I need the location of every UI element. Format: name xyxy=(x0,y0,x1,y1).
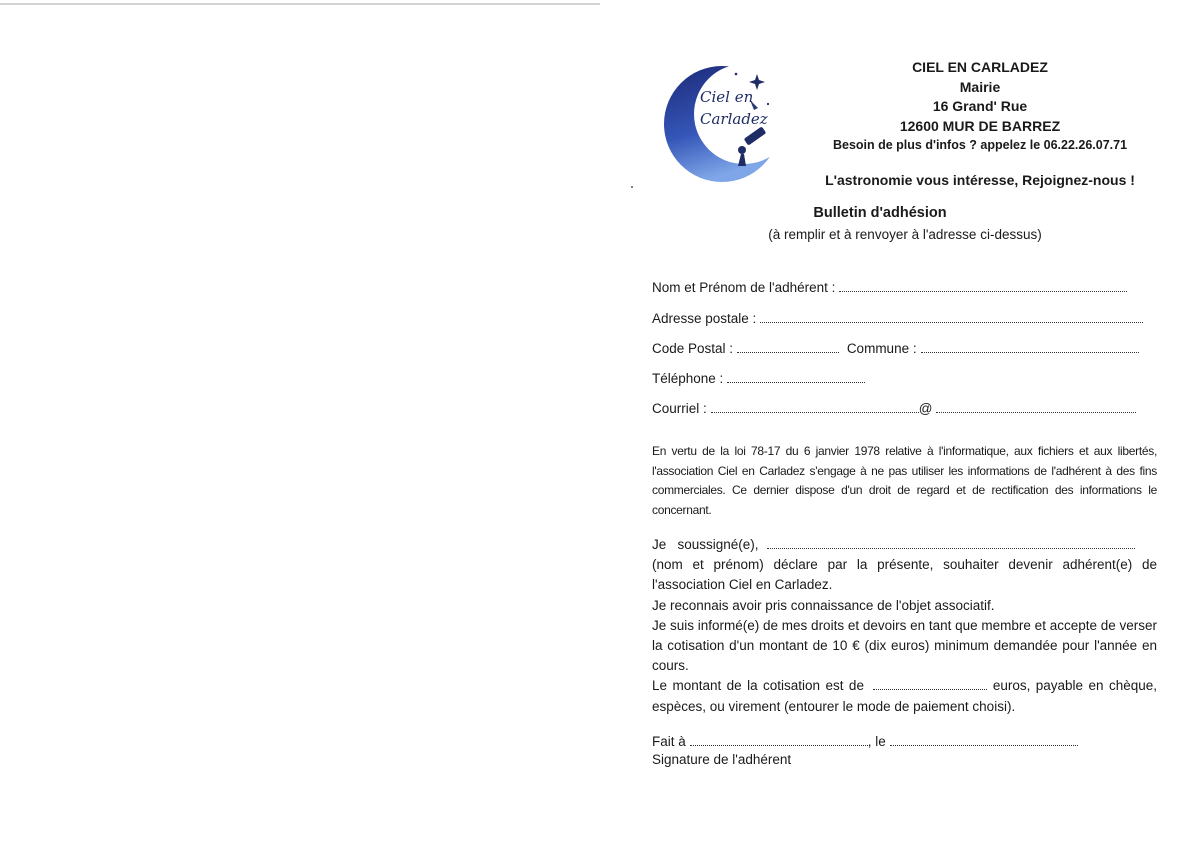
email-label: Courriel : xyxy=(652,401,707,416)
montant-text xyxy=(652,676,1157,716)
email-user-input-line[interactable] xyxy=(711,401,919,413)
name-field xyxy=(652,280,1127,295)
email-at-sign: @ xyxy=(918,401,933,416)
telephone-label: Téléphone : xyxy=(652,371,724,386)
membership-declaration xyxy=(652,535,1157,717)
fait-a-field xyxy=(652,734,1078,749)
reconnais-text: Je reconnais avoir pris connaissance de l'objet associatif. xyxy=(652,597,995,613)
email-field xyxy=(652,401,1136,416)
scan-edge xyxy=(0,3,600,5)
scan-speck xyxy=(631,186,633,188)
date-label: , le xyxy=(867,734,886,749)
address-label: Adresse postale : xyxy=(652,311,757,326)
commune-input-line[interactable] xyxy=(921,341,1139,353)
signature-label: Signature de l'adhérent xyxy=(652,752,792,767)
postal-code-input-line[interactable] xyxy=(737,341,839,353)
logo-text-line2: Carladez xyxy=(700,110,768,128)
declare-text: (nom et prénom) déclare par la présente, souhaiter devenir adhérent(e) de l'association Ciel en Carladez. xyxy=(652,557,1157,593)
soussigne-line xyxy=(652,535,1157,555)
club-logo xyxy=(662,62,784,186)
montant-start: Le montant de la cotisation est de xyxy=(652,678,864,694)
postal-code-label: Code Postal : xyxy=(652,341,734,356)
address-input-line[interactable] xyxy=(760,311,1143,323)
form-subtitle: (à remplir et à renvoyer à l'adresse ci-dessus) xyxy=(768,227,1042,242)
telephone-input-line[interactable] xyxy=(727,371,865,383)
address-line-3: 12600 MUR DE BARREZ xyxy=(899,117,1061,134)
montant-end: euros, payable en chèque, espèces, ou virement (entourer le mode de paiement choisi). xyxy=(652,678,1157,714)
phone-info: Besoin de plus d'infos ? appelez le 06.22.26.07.71 xyxy=(832,138,1128,152)
commune-label: Commune : xyxy=(846,341,917,356)
moon-logo-graphic xyxy=(662,62,784,186)
org-name: CIEL EN CARLADEZ xyxy=(912,59,1048,75)
date-input-line[interactable] xyxy=(890,734,1078,746)
soussigne-input-line[interactable] xyxy=(767,537,1135,549)
address-line-1: Mairie xyxy=(959,78,1001,95)
telephone-field xyxy=(652,371,865,386)
address-line-2: 16 Grand' Rue xyxy=(932,98,1028,114)
fait-a-input-line[interactable] xyxy=(690,734,868,746)
form-title: Bulletin d'adhésion xyxy=(813,205,947,221)
fait-a-label: Fait à xyxy=(652,734,686,749)
tagline: L'astronomie vous intéresse, Rejoignez-nous ! xyxy=(825,172,1135,188)
montant-input-line[interactable] xyxy=(873,678,987,690)
name-input-line[interactable] xyxy=(839,280,1127,292)
association-header xyxy=(790,58,1170,156)
address-field xyxy=(652,311,1143,326)
droits-text: Je suis informé(e) de mes droits et devoirs en tant que membre et accepte de verser la cotisation d'un montant de 10 € (dix euros) minimum demandée pour l'année en cours. xyxy=(652,617,1157,674)
email-domain-input-line[interactable] xyxy=(936,401,1136,413)
privacy-notice: En vertu de la loi 78-17 du 6 janvier 1978 relative à l'informatique, aux fichiers et aux libertés, l'association Ciel en Carladez s'engage à ne pas utiliser les informations de l'adhérent à des fins commerciales. Ce dernier dispose d'un droit de regard et de rectification des informations le concernant. xyxy=(652,444,1157,517)
soussigne-label: Je soussigné(e), xyxy=(652,537,759,552)
postal-code-field xyxy=(652,341,1139,356)
logo-text-line1: Ciel en xyxy=(700,88,754,106)
name-label: Nom et Prénom de l'adhérent : xyxy=(652,280,836,295)
